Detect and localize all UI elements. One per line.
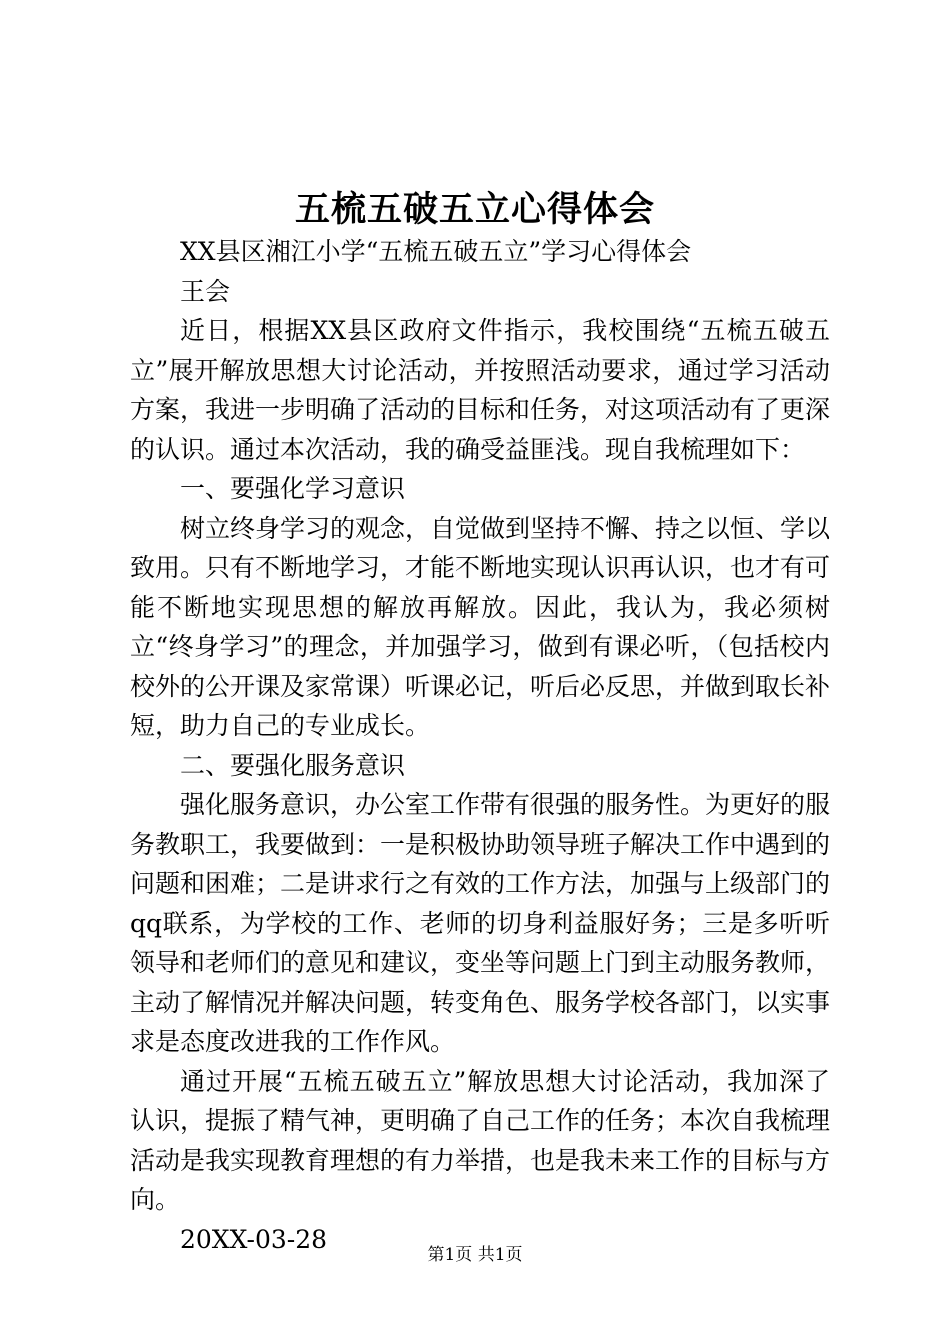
section-heading-service: 二、要强化服务意识 (180, 750, 406, 780)
page-footer: 第1页 共1页 (427, 1245, 523, 1265)
section-heading-study: 一、要强化学习意识 (180, 474, 406, 503)
document-body (130, 232, 830, 1259)
paragraph-service: 强化服务意识，办公室工作带有很强的服务性。为更好的服务教职工，我要做到：一是积极协助领导班子解决工作中遇到的问题和困难；二是讲求行之有效的工作方法，加强与上级部门的qq联系，为学校的工作、老师的切身利益服好务；三是多听听领导和老师们的意见和建议，变坐等问题上门到主动服务教师，主动了解情况并解决问题，转变角色、服务学校各部门，以实事求是态度改进我的工作作风。 (130, 790, 831, 1056)
document-title: 五梳五破五立心得体会 (294, 189, 655, 230)
paragraph-study: 树立终身学习的观念，自觉做到坚持不懈、持之以恒、学以致用。只有不断地学习，才能不断地实现认识再认识，也才有可能不断地实现思想的解放再解放。因此，我认为，我必须树立“终身学习”的理念，并加强学习，做到有课必听，（包括校内校外的公开课及家常课）听课必记，听后必反思，并做到取长补短，助力自己的专业成长。 (130, 513, 831, 740)
paragraph-conclusion: 通过开展“五梳五破五立”解放思想大讨论活动，我加深了认识，提振了精气神，更明确了自己工作的任务；本次自我梳理活动是我实现教育理想的有力举措，也是我未来工作的目标与方向。 (130, 1066, 831, 1214)
document-date: 20XX-03-28 (180, 1224, 328, 1254)
document-subtitle: XX县区湘江小学“五梳五破五立”学习心得体会 (180, 237, 692, 266)
document-author: 王会 (180, 276, 231, 306)
paragraph-intro: 近日，根据XX县区政府文件指示，我校围绕“五梳五破五立”展开解放思想大讨论活动，并按照活动要求，通过学习活动方案，我进一步明确了活动的目标和任务，对这项活动有了更深的认识。通过本次活动，我的确受益匪浅。现自我梳理如下： (130, 316, 831, 464)
